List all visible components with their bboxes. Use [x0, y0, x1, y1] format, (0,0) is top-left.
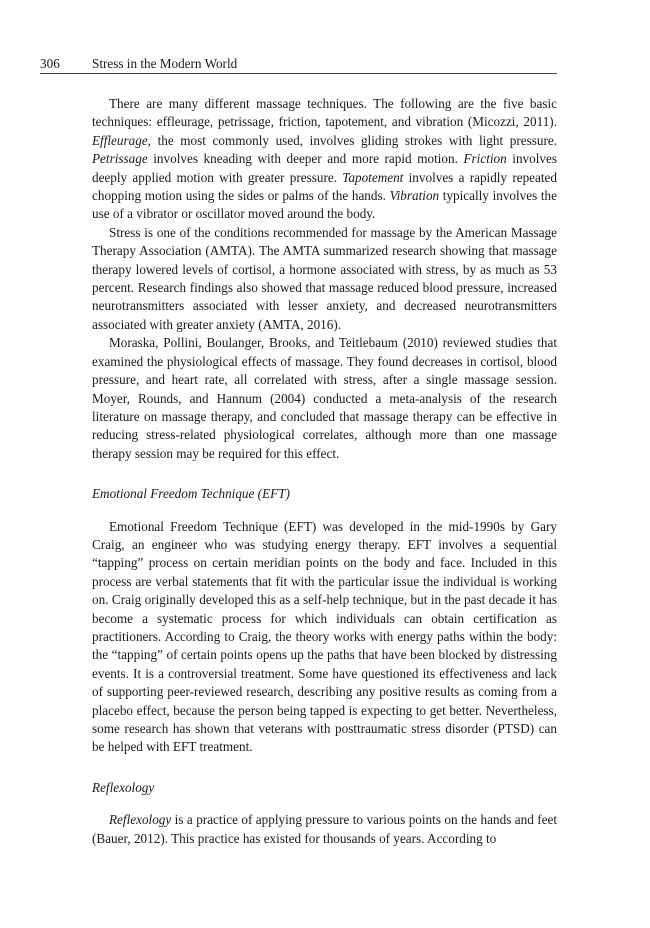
page-body: [92, 95, 557, 848]
running-head: [40, 56, 557, 74]
technique-term: Vibration: [389, 188, 440, 204]
text-run: There are many different massage techniques. The following are the five basic techniques: effleurage, petrissage, friction, tapotement, and vibration (Micozzi, 2011).: [92, 96, 557, 130]
technique-term: Effleurage,: [92, 132, 151, 148]
text-run: involves a rapidly repeated chopping motion using the sides or palms of the hands.: [92, 169, 557, 204]
reflexology-term: Reflexology: [109, 812, 172, 828]
eft-paragraph: Emotional Freedom Technique (EFT) was developed in the mid-1990s by Gary Craig, an engineer who was studying energy therapy. EFT involves a sequential “tapping” process on certain meridian points on the body and face. Included in this process are verbal statements that fit with the particular issue the individual is working on. Craig originally developed this as a self-help technique, but in the past decade it has become a systematic process for which individuals can obtain certification as practitioners. According to Craig, the theory works with energy paths within the body: the “tapping” of certain points opens up the paths that have been blocked by distressing events. It is a controversial treatment. Some have questioned its effectiveness and lack of supporting peer-reviewed research, describing any positive results as coming from a placebo effect, because the person being tapped is expecting to get better. Nevertheless, some research has shown that veterans with posttraumatic stress disorder (PTSD) can be helped with EFT treatment.: [92, 518, 557, 755]
text-run: involves deeply applied motion with greater pressure.: [92, 151, 557, 185]
eft-heading: Emotional Freedom Technique (EFT): [92, 486, 290, 502]
text-run: involves kneading with deeper and more rapid motion.: [147, 151, 464, 167]
text-run: typically involves the use of a vibrator or oscillator moved around the body.: [92, 188, 558, 222]
massage-paragraph-1: [92, 95, 557, 224]
reflexology-paragraph: [92, 811, 557, 848]
technique-term: Tapotement: [342, 169, 404, 185]
technique-term: Friction: [463, 151, 507, 167]
massage-paragraph-3: Moraska, Pollini, Boulanger, Brooks, and Teitlebaum (2010) reviewed studies that examined the physiological effects of massage. They found decreases in cortisol, blood pressure, and heart rate, all correlated with stress, after a single massage session. Moyer, Rounds, and Hannum (2004) conducted a meta-analysis of the research literature on massage therapy, and concluded that massage therapy can be effective in reducing stress-related physiological correlates, although more than one massage therapy session may be required for this effect.: [92, 335, 557, 461]
book-title: Stress in the Modern World: [92, 56, 238, 71]
reflexology-text: is a practice of applying pressure to various points on the hands and feet (Bauer, 2012). This practice has existed for thousands of years. According to: [92, 812, 557, 846]
page-number: 306: [40, 56, 60, 71]
header-rule: [40, 73, 557, 74]
text-run: the most commonly used, involves gliding strokes with light pressure.: [150, 132, 557, 148]
reflexology-heading: Reflexology: [92, 779, 155, 795]
technique-term: Petrissage: [92, 151, 148, 167]
massage-paragraph-2: Stress is one of the conditions recommended for massage by the American Massage Therapy Association (AMTA). The AMTA summarized research showing that massage therapy lowered levels of cortisol, a hormone associated with stress, by as much as 53 percent. Research findings also showed that massage reduced blood pressure, increased neurotransmitters associated with lesser anxiety, and decreased neurotransmitters associated with greater anxiety (AMTA, 2016).: [92, 224, 557, 332]
